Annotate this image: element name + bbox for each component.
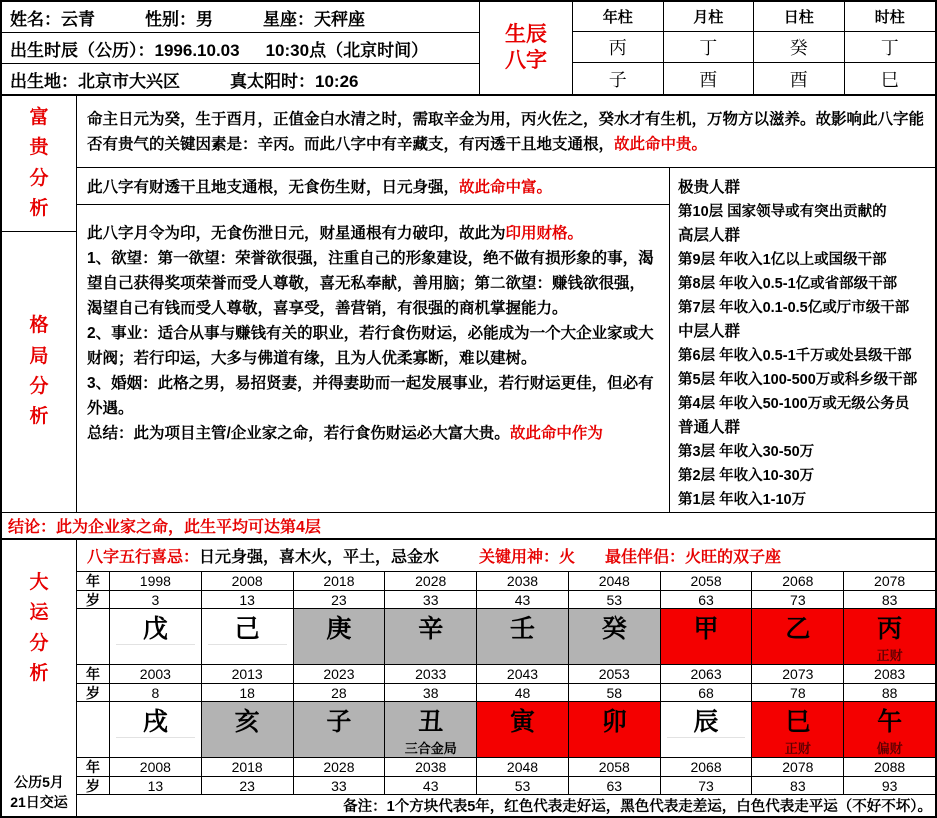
dayun-pillar-cell [751, 609, 843, 665]
dayun-pillar-char: 巳 [785, 708, 811, 736]
dayun-age-row-label: 岁 [77, 591, 109, 609]
pattern-summary [87, 421, 659, 446]
dayun-pillar-cell [660, 702, 752, 758]
dayun-year-cell: 2038 [384, 758, 476, 777]
dayun-year-row-label: 年 [77, 758, 109, 777]
dayun-year-cell: 1998 [109, 572, 201, 591]
income-tier-panel [670, 168, 935, 512]
dayun-age-row-label: 岁 [77, 684, 109, 702]
gender-field [145, 5, 213, 30]
analysis-label-column [2, 96, 77, 512]
name-field [10, 5, 95, 30]
dayun-age-cell: 83 [751, 777, 843, 795]
jiaoyun-note [2, 772, 76, 812]
bazi-branch: 酉 [664, 63, 755, 94]
dayun-pillar-cell [293, 702, 385, 758]
zodiac-field [263, 5, 365, 30]
wealth-text-2-red: 故此命中富。 [459, 179, 553, 196]
dayun-pillar-sublabel [569, 645, 660, 664]
dayun-pillar-cell [476, 702, 568, 758]
dayun-age-cell: 53 [568, 591, 660, 609]
personal-info [2, 2, 480, 94]
dayun-year-row-label: 年 [77, 665, 109, 684]
dayun-year-cell: 2018 [201, 758, 293, 777]
dayun-pillar-cell [568, 609, 660, 665]
name-value: 云青 [61, 9, 95, 29]
name-row [2, 2, 479, 33]
bazi-branch: 巳 [880, 69, 899, 90]
dayun-year-cell: 2058 [660, 572, 752, 591]
dayun-age-cell: 23 [201, 777, 293, 795]
dayun-age-cell: 53 [476, 777, 568, 795]
dayun-pillar-char: 亥 [234, 708, 260, 736]
tier-row: 第9层 年收入1亿以上或国级干部 [678, 252, 887, 268]
dayun-year-cell: 2068 [751, 572, 843, 591]
tier-group-heading: 普通人群 [678, 419, 741, 436]
bazi-stem: 癸 [754, 32, 845, 63]
dayun-pillar-char: 甲 [693, 615, 719, 643]
dayun-pillar-char: 庚 [326, 615, 352, 643]
dayun-label-column [2, 540, 77, 816]
bazi-col-month: 月柱 [664, 2, 755, 32]
pattern-summary-red: 故此命中作为 [509, 425, 603, 442]
pattern-body [77, 205, 669, 512]
dayun-age-cell: 88 [843, 684, 935, 702]
bazi-title-cell [480, 2, 573, 94]
birth-label: 出生时辰（公历）： [10, 40, 155, 60]
dayun-pillar-cell [201, 609, 293, 665]
dayun-pillar-cell [109, 609, 201, 665]
tier-row: 第8层 年收入0.5-1亿或省部级干部 [678, 276, 898, 292]
dayun-body [77, 540, 935, 816]
birthplace-value: 北京市大兴区 [78, 71, 180, 91]
dayun-age-cell: 43 [476, 591, 568, 609]
dayun-pillar-char: 辛 [418, 615, 444, 643]
dayun-pillar-char: 卯 [601, 708, 627, 736]
dayun-pillar-sublabel [385, 645, 476, 664]
pattern-summary-black: 总结：此为项目主管/企业家之命，若行食伤财运必大富大贵。 [87, 425, 510, 442]
tier-row: 第4层 年收入50-100万或无级公务员 [678, 396, 910, 412]
dayun-pillar-sublabel [202, 738, 293, 757]
dayun-year-cell: 2008 [109, 758, 201, 777]
dayun-pillar-sublabel: 正财 [784, 741, 811, 756]
wealth-text-2-black: 此八字有财透干且地支通根，无食伤生财，日元身强， [87, 179, 460, 196]
bazi-stem: 丁 [664, 32, 755, 63]
dayun-pillar-char: 戊 [116, 609, 195, 645]
bazi-col-hour: 时柱 [845, 2, 936, 32]
xiji-value: 日元身强，喜木火，平土，忌金水 [199, 549, 440, 566]
tier-row: 第2层 年收入10-30万 [678, 468, 815, 484]
dayun-table [77, 572, 935, 795]
dayun-age-cell: 18 [201, 684, 293, 702]
pattern-title-cell [2, 232, 76, 512]
birthplace-label: 出生地： [10, 71, 78, 91]
tier-row: 第5层 年收入100-500万或科乡级干部 [678, 372, 918, 388]
dayun-age-cell: 3 [109, 591, 201, 609]
tier-row: 第7层 年收入0.1-0.5亿或厅市级干部 [678, 300, 910, 316]
dayun-pillar-sublabel: 三合金局 [404, 741, 457, 756]
dayun-age-cell: 48 [476, 684, 568, 702]
tier-group-heading: 中层人群 [678, 323, 741, 340]
dayun-pillar-sublabel [294, 645, 385, 664]
dayun-pillar-cell [843, 609, 935, 665]
wuxing-preference-row [77, 540, 935, 572]
dayun-year-cell: 2048 [476, 758, 568, 777]
bazi-stem: 丙 [573, 32, 664, 63]
analysis-lower-left [77, 168, 670, 512]
legend-note-row [77, 795, 935, 816]
dayun-age-cell: 33 [293, 777, 385, 795]
pattern-item-career: 2、事业：适合从事与赚钱有关的职业，若行食伤财运，必能成为一个大企业家或大财阀；若行印运，大多与佛道有缘，且为人优柔寡断，难以建树。 [87, 325, 654, 367]
pattern-title: 格局分析 [29, 315, 49, 428]
dayun-pillar-row-label [77, 702, 109, 758]
solar-time-value: 10:26 [315, 71, 359, 91]
dayun-pillar-char: 壬 [509, 615, 535, 643]
wealth-text-1-red: 故此命中贵。 [614, 135, 708, 153]
jiaoyun-line-2: 21日交运 [10, 794, 68, 810]
dayun-pillar-sublabel [661, 738, 752, 757]
dayun-pillar-sublabel [569, 738, 660, 757]
bazi-stem: 丁 [845, 32, 936, 63]
dayun-pillar-char: 己 [208, 609, 287, 645]
dayun-year-cell: 2053 [568, 665, 660, 684]
wealth-paragraph-2 [77, 168, 669, 205]
dayun-age-cell: 33 [384, 591, 476, 609]
yongshen-text: 关键用神：火 [479, 549, 576, 566]
dayun-pillar-cell [293, 609, 385, 665]
wealth-text-1-black: 命主日元为癸，生于酉月，正值金白水清之时，需取辛金为用，丙火佐之，癸水才有生机，万物方以滋养。故影响此八字能否有贵气的关键因素是：辛丙。而此八字中有辛藏支，有丙透干且地支通根， [87, 110, 925, 153]
birthplace-field [10, 67, 180, 92]
dayun-age-cell: 8 [109, 684, 201, 702]
header-section [2, 2, 935, 96]
dayun-pillar-char: 癸 [601, 615, 627, 643]
dayun-pillar-sublabel [477, 738, 568, 757]
dayun-pillar-sublabel [294, 738, 385, 757]
birth-field [10, 36, 240, 61]
dayun-age-cell: 38 [384, 684, 476, 702]
solar-time-field [230, 67, 358, 92]
bazi-title: 生辰八字 [505, 22, 547, 72]
dayun-pillar-row-label [77, 609, 109, 665]
dayun-pillar-cell [751, 702, 843, 758]
tier-row: 第1层 年收入1-10万 [678, 492, 807, 508]
conclusion-text: 结论：此为企业家之命，此生平均可达第4层 [8, 519, 321, 536]
wealth-title: 富贵分析 [29, 106, 49, 219]
pattern-intro [87, 221, 659, 246]
analysis-lower [77, 168, 935, 512]
dayun-pillar-char: 午 [877, 708, 903, 736]
dayun-pillar-char: 丑 [418, 708, 444, 736]
dayun-age-cell: 93 [843, 777, 935, 795]
dayun-year-cell: 2028 [293, 758, 385, 777]
jiaoyun-line-1: 公历5月 [14, 774, 64, 790]
dayun-pillar-sublabel [110, 645, 201, 664]
bazi-col-year: 年柱 [573, 2, 664, 32]
pattern-item-marriage: 3、婚姻：此格之男，易招贤妻，并得妻助而一起发展事业，若行财运更佳，但必有外遇。 [87, 375, 654, 417]
dayun-age-cell: 73 [751, 591, 843, 609]
dayun-year-cell: 2008 [201, 572, 293, 591]
gender-value: 男 [196, 9, 213, 29]
bazi-branch: 酉 [754, 63, 845, 94]
dayun-age-cell: 28 [293, 684, 385, 702]
dayun-age-cell: 43 [384, 777, 476, 795]
dayun-year-cell: 2068 [660, 758, 752, 777]
name-label: 姓名： [10, 9, 61, 29]
dayun-pillar-char: 丙 [877, 615, 903, 643]
tier-row: 第6层 年收入0.5-1千万或处县级干部 [678, 348, 912, 364]
gender-label: 性别： [145, 9, 196, 29]
tier-group-heading: 高层人群 [678, 227, 741, 244]
analysis-body [77, 96, 935, 512]
dayun-age-cell: 73 [660, 777, 752, 795]
dayun-age-cell: 63 [660, 591, 752, 609]
dayun-year-cell: 2058 [568, 758, 660, 777]
dayun-pillar-char: 戌 [116, 702, 195, 738]
dayun-pillar-cell [660, 609, 752, 665]
dayun-age-cell: 13 [109, 777, 201, 795]
dayun-year-cell: 2013 [201, 665, 293, 684]
dayun-year-cell: 2003 [109, 665, 201, 684]
dayun-pillar-sublabel [477, 645, 568, 664]
xiji-label: 八字五行喜忌： [87, 549, 200, 566]
dayun-pillar-sublabel [661, 645, 752, 664]
conclusion-row [2, 513, 935, 540]
dayun-age-cell: 13 [201, 591, 293, 609]
dayun-title: 大运分析 [29, 572, 49, 685]
dayun-pillar-sublabel: 偏财 [876, 741, 903, 756]
analysis-section [2, 96, 935, 513]
dayun-section [2, 540, 935, 816]
wealth-title-cell [2, 96, 76, 232]
dayun-pillar-char: 辰 [667, 702, 746, 738]
dayun-age-cell: 78 [751, 684, 843, 702]
partner-text: 最佳伴侣：火旺的双子座 [605, 549, 782, 566]
dayun-year-cell: 2063 [660, 665, 752, 684]
dayun-year-cell: 2028 [384, 572, 476, 591]
dayun-pillar-char: 乙 [785, 615, 811, 643]
dayun-pillar-cell [384, 609, 476, 665]
dayun-pillar-cell [476, 609, 568, 665]
legend-note: 备注：1个方块代表5年，红色代表走好运，黑色代表走差运，白色代表走平运（不好不坏）。 [343, 799, 932, 815]
dayun-year-cell: 2023 [293, 665, 385, 684]
dayun-age-cell: 58 [568, 684, 660, 702]
dayun-pillar-cell [568, 702, 660, 758]
dayun-year-cell: 2033 [384, 665, 476, 684]
birth-date: 1996.10.03 [154, 40, 240, 60]
solar-time-label: 真太阳时： [230, 71, 315, 91]
dayun-pillar-cell [843, 702, 935, 758]
pattern-intro-black: 此八字月令为印，无食伤泄日元，财星通根有力破印，故此为 [87, 225, 506, 242]
birth-time: 10:30点（北京时间） [265, 40, 429, 60]
dayun-age-cell: 83 [843, 591, 935, 609]
bazi-col-day: 日柱 [754, 2, 845, 32]
birthplace-row [2, 64, 479, 94]
bazi-table [573, 2, 935, 94]
dayun-year-cell: 2083 [843, 665, 935, 684]
dayun-year-cell: 2043 [476, 665, 568, 684]
dayun-year-row-label: 年 [77, 572, 109, 591]
dayun-year-cell: 2088 [843, 758, 935, 777]
dayun-pillar-char: 寅 [509, 708, 535, 736]
dayun-pillar-char: 子 [326, 708, 352, 736]
dayun-year-cell: 2038 [476, 572, 568, 591]
zodiac-value: 天秤座 [314, 9, 365, 29]
dayun-pillar-cell [384, 702, 476, 758]
birth-row [2, 33, 479, 64]
tier-row: 第3层 年收入30-50万 [678, 444, 815, 460]
tier-row: 第10层 国家领导或有突出贡献的 [678, 204, 887, 220]
bazi-branch: 子 [573, 63, 664, 94]
dayun-age-cell: 68 [660, 684, 752, 702]
pattern-intro-red: 印用财格。 [505, 225, 584, 242]
tier-group-heading: 极贵人群 [678, 179, 741, 196]
dayun-pillar-sublabel: 正财 [876, 648, 903, 663]
dayun-pillar-cell [201, 702, 293, 758]
dayun-year-cell: 2048 [568, 572, 660, 591]
dayun-age-cell: 23 [293, 591, 385, 609]
dayun-age-row-label: 岁 [77, 777, 109, 795]
dayun-pillar-sublabel [202, 645, 293, 664]
wealth-text-1 [87, 107, 925, 157]
dayun-age-cell: 63 [568, 777, 660, 795]
dayun-pillar-sublabel [752, 645, 843, 664]
wealth-text-2 [87, 175, 552, 197]
zodiac-label: 星座： [263, 9, 314, 29]
dayun-year-cell: 2018 [293, 572, 385, 591]
pattern-item-desire: 1、欲望：第一欲望：荣誉欲很强，注重自己的形象建设，绝不做有损形象的事，渴望自己获得奖项荣誉而受人尊敬，喜无私奉献，善用脑；第二欲望：赚钱欲很强，渴望自己有钱而受人尊敬，喜享受，善营销，有很强的商机掌握能力。 [87, 250, 654, 317]
dayun-year-cell: 2073 [751, 665, 843, 684]
dayun-pillar-sublabel [110, 738, 201, 757]
dayun-year-cell: 2078 [843, 572, 935, 591]
wealth-paragraph-1 [77, 96, 935, 168]
dayun-pillar-cell [109, 702, 201, 758]
dayun-year-cell: 2078 [751, 758, 843, 777]
